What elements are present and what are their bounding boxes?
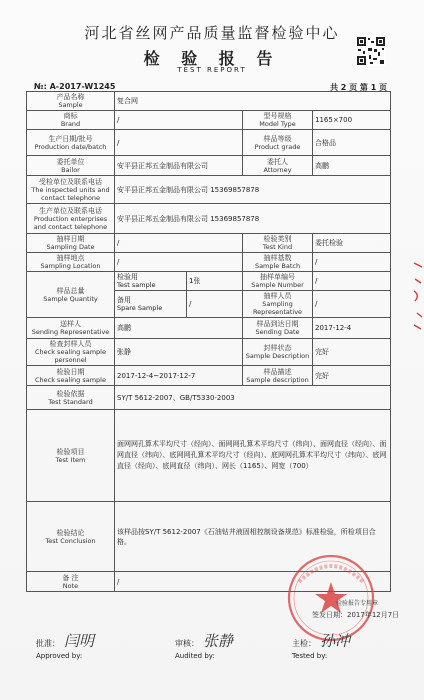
value-spare-sample: / bbox=[187, 291, 243, 318]
label-spare-sample: 备用 Spare Sample bbox=[115, 291, 187, 318]
label-sending-rep: 送样人 Sending Representative bbox=[27, 318, 115, 339]
label-sample-number: 抽样单编号 Sample Number bbox=[243, 272, 313, 291]
value-sealing-person: 张静 bbox=[115, 339, 243, 366]
label-sending-date: 样品到达日期 Sending Date bbox=[243, 318, 313, 339]
value-sending-date: 2017-12-4 bbox=[313, 318, 391, 339]
row-sampling-location bbox=[27, 253, 391, 272]
value-attorney: 高鹏 bbox=[313, 156, 391, 176]
value-grade: 合格品 bbox=[313, 130, 391, 156]
row-production-date bbox=[27, 130, 391, 156]
value-seal-status: 完好 bbox=[313, 339, 391, 366]
label-test-sample: 检验用 Test sample bbox=[115, 272, 187, 291]
label-sampling-date: 抽样日期 Sampling Date bbox=[27, 234, 115, 253]
value-test-date: 2017-12-4~2017-12-7 bbox=[115, 366, 243, 386]
label-test-date: 检验日期 Check sealing sample bbox=[27, 366, 115, 386]
edge-stamp-icon bbox=[412, 255, 424, 335]
value-standard: SY/T 5612-2007、GB/T5330-2003 bbox=[115, 386, 391, 410]
row-inspected-units bbox=[27, 176, 391, 204]
value-model: 1165×700 bbox=[313, 111, 391, 130]
value-brand: / bbox=[115, 111, 243, 130]
value-product-name: 复合网 bbox=[115, 92, 391, 111]
label-sampling-rep: 抽样人员 Sampling Representative bbox=[243, 291, 313, 318]
tested-name: 孙冲 bbox=[320, 632, 351, 650]
value-note: / bbox=[115, 572, 391, 592]
value-test-kind: 委托检验 bbox=[313, 234, 391, 253]
row-product-name bbox=[27, 92, 391, 111]
seal-label: 检验报告专用章 bbox=[336, 600, 379, 607]
organization-name: 河北省丝网产品质量监督检验中心 bbox=[84, 24, 340, 42]
label-sample-quantity: 样品总量 Sample Quantity bbox=[27, 272, 115, 318]
tested-signature: 主检： 孙冲 Tested by: bbox=[292, 632, 351, 660]
row-sampling-date bbox=[27, 234, 391, 253]
label-conclusion: 检验结论 Test Conclusion bbox=[27, 502, 115, 572]
value-sample-number: / bbox=[313, 272, 391, 291]
label-product-name: 产品名称 Sample bbox=[27, 92, 115, 111]
report-subtitle: TEST REPORT bbox=[177, 66, 247, 74]
label-attorney: 委托人 Attorney bbox=[243, 156, 313, 176]
value-sending-rep: 高鹏 bbox=[115, 318, 243, 339]
label-sample-batch: 抽样基数 Sample Batch bbox=[243, 253, 313, 272]
label-inspected-units: 受检单位及联系电话 The inspected units and contact telephone bbox=[27, 176, 115, 204]
label-test-item: 检验项目 Test Item bbox=[27, 410, 115, 502]
value-producer: 安平县正邦五金制品有限公司 15369857878 bbox=[115, 204, 391, 234]
label-producer: 生产单位及联系电话 Production enterprises and contact telephone bbox=[27, 204, 115, 234]
row-sealing-person bbox=[27, 339, 391, 366]
row-brand bbox=[27, 111, 391, 130]
value-conclusion: 该样品按SY/T 5612-2007《石油钻井液固相控制设备规范》标准检验，所检项目合格。 bbox=[115, 502, 391, 572]
row-sending-rep bbox=[27, 318, 391, 339]
row-test-item bbox=[27, 410, 391, 502]
row-test-date bbox=[27, 366, 391, 386]
value-inspected-units: 安平县正邦五金制品有限公司 15369857878 bbox=[115, 176, 391, 204]
label-note: 备 注 Note bbox=[27, 572, 115, 592]
label-standard: 检验依据 Test Standard bbox=[27, 386, 115, 410]
value-bailor: 安平县正邦五金制品有限公司 bbox=[115, 156, 243, 176]
row-standard bbox=[27, 386, 391, 410]
value-test-sample: 1张 bbox=[187, 272, 243, 291]
value-sampling-location: / bbox=[115, 253, 243, 272]
label-sampling-location: 抽样地点 Sampling Location bbox=[27, 253, 115, 272]
row-producer bbox=[27, 204, 391, 234]
report-table bbox=[26, 91, 391, 592]
label-production-date: 生产日期/批号 Production date/batch bbox=[27, 130, 115, 156]
page-indicator: 共 2 页 第 1 页 bbox=[330, 83, 388, 92]
value-sampling-date: / bbox=[115, 234, 243, 253]
label-brand: 商标 Brand bbox=[27, 111, 115, 130]
value-test-item: 面网网孔算术平均尺寸（经向）、面网网孔算术平均尺寸（纬向）、面网直径（经向）、面网直径（纬向）、底网网孔算术平均尺寸（经向）、底网网孔算术平均尺寸（纬向）、底网直径（经向）、底网直径（纬向）、网长（1165）、网宽（700） bbox=[115, 410, 391, 502]
label-model: 型号规格 Model Type bbox=[243, 111, 313, 130]
approved-name: 闫明 bbox=[64, 632, 95, 650]
label-bailor: 委托单位 Bailor bbox=[27, 156, 115, 176]
approved-signature: 批准： 闫明 Approved by: bbox=[36, 632, 95, 660]
value-sample-batch: / bbox=[313, 253, 391, 272]
label-sample-description: 样品描述 Sample description bbox=[243, 366, 313, 386]
label-grade: 样品等级 Product grade bbox=[243, 130, 313, 156]
label-sealing-person: 检查封样人员 Check sealing sample personnel bbox=[27, 339, 115, 366]
audited-name: 张静 bbox=[203, 632, 234, 650]
value-sampling-rep: / bbox=[313, 291, 391, 318]
label-seal-status: 封样状态 Sample Description bbox=[243, 339, 313, 366]
issue-date: 签发日期：2017年12月7日 bbox=[312, 611, 400, 619]
value-production-date: / bbox=[115, 130, 243, 156]
value-sample-description: 完好 bbox=[313, 366, 391, 386]
row-bailor bbox=[27, 156, 391, 176]
report-number: №: A-2017-W1245 bbox=[34, 82, 116, 91]
qr-code-icon bbox=[356, 36, 386, 66]
row-test-sample bbox=[27, 272, 391, 291]
label-test-kind: 检验类别 Test Kind bbox=[243, 234, 313, 253]
report-title: 检 验 报 告 bbox=[143, 49, 281, 68]
audited-signature: 审核： 张静 Audited by: bbox=[175, 632, 234, 660]
